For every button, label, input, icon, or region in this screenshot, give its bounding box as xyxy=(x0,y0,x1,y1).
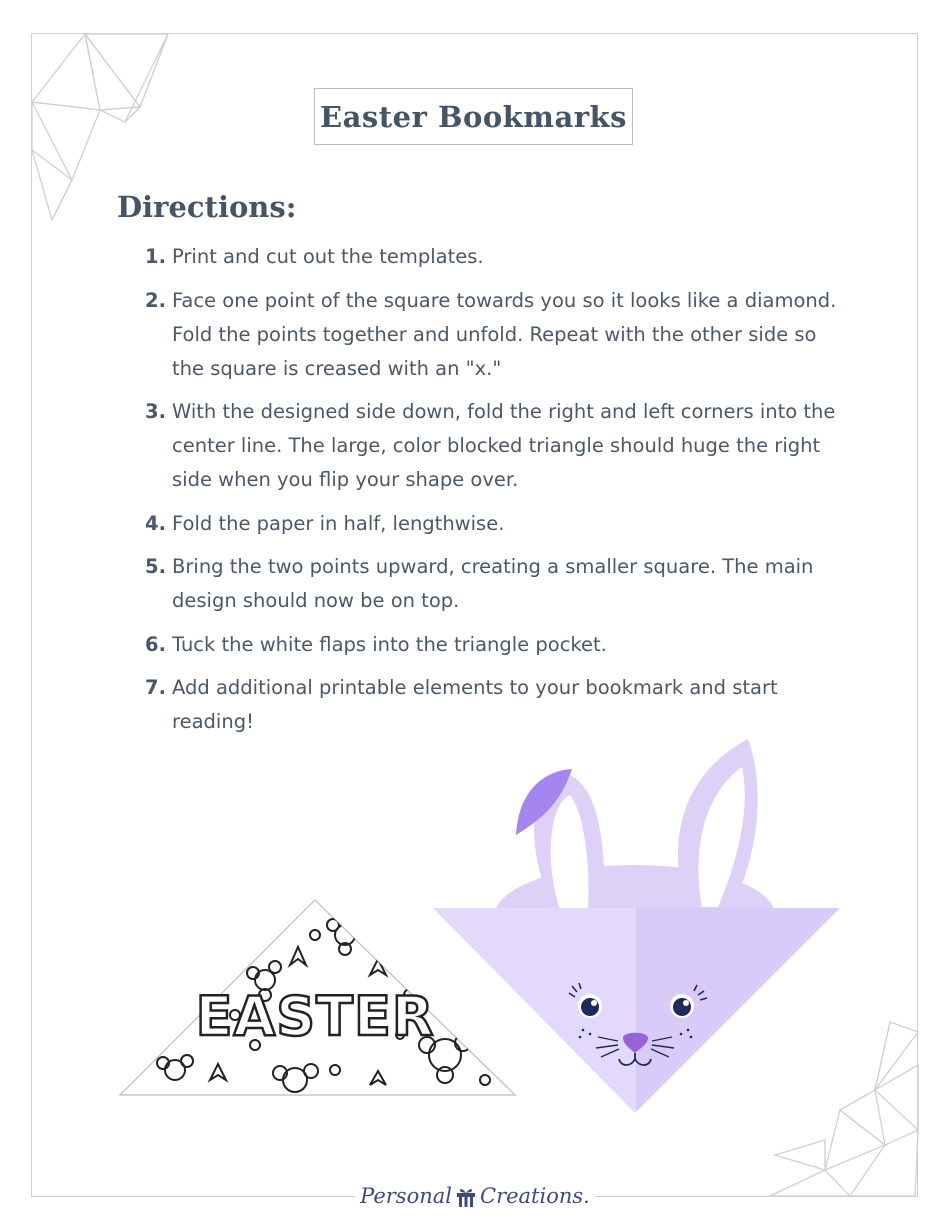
step-2 xyxy=(145,284,845,386)
step-text: With the designed side down, fold the right and left corners into the center line. The large, color blocked triangle should huge the right side when you flip your shape over. xyxy=(172,400,836,491)
step-text: Face one point of the square towards you so it looks like a diamond. Fold the points together and unfold. Repeat with the other side so the square is creased with an "x." xyxy=(172,288,837,380)
step-text: Fold the paper in half, lengthwise. xyxy=(172,511,505,535)
page-title: Easter Bookmarks xyxy=(314,88,633,145)
directions-list xyxy=(145,240,845,749)
step-text: Add additional printable elements to your bookmark and start reading! xyxy=(172,676,778,733)
step-number: 2. xyxy=(145,288,166,312)
easter-word: EASTER xyxy=(195,985,435,1048)
step-number: 7. xyxy=(145,676,166,699)
step-3 xyxy=(145,395,845,497)
step-text: Bring the two points upward, creating a smaller square. The main design should now be on top. xyxy=(172,555,814,612)
footer-line-right xyxy=(595,1196,918,1197)
brand-name-part1: Personal xyxy=(360,1184,452,1208)
footer-line-left xyxy=(31,1196,355,1197)
step-number: 3. xyxy=(145,400,166,423)
step-text: Tuck the white flaps into the triangle pocket. xyxy=(172,632,607,656)
step-number: 5. xyxy=(145,555,166,578)
bunny-face-right xyxy=(635,908,840,1113)
bunny-face-left xyxy=(433,908,635,1113)
gift-icon xyxy=(456,1185,476,1207)
directions-heading: Directions: xyxy=(117,190,297,224)
step-text: Print and cut out the templates. xyxy=(172,245,484,268)
step-number: 6. xyxy=(145,632,166,656)
step-7 xyxy=(145,671,845,739)
step-6 xyxy=(145,628,845,662)
brand-name-part2: Creations. xyxy=(480,1184,590,1208)
step-number: 4. xyxy=(145,511,166,535)
step-4 xyxy=(145,507,845,541)
brand-logo xyxy=(355,1178,595,1214)
step-number: 1. xyxy=(145,245,166,268)
step-5 xyxy=(145,550,845,618)
bunny-bookmark xyxy=(430,735,845,1120)
step-1 xyxy=(145,240,845,274)
